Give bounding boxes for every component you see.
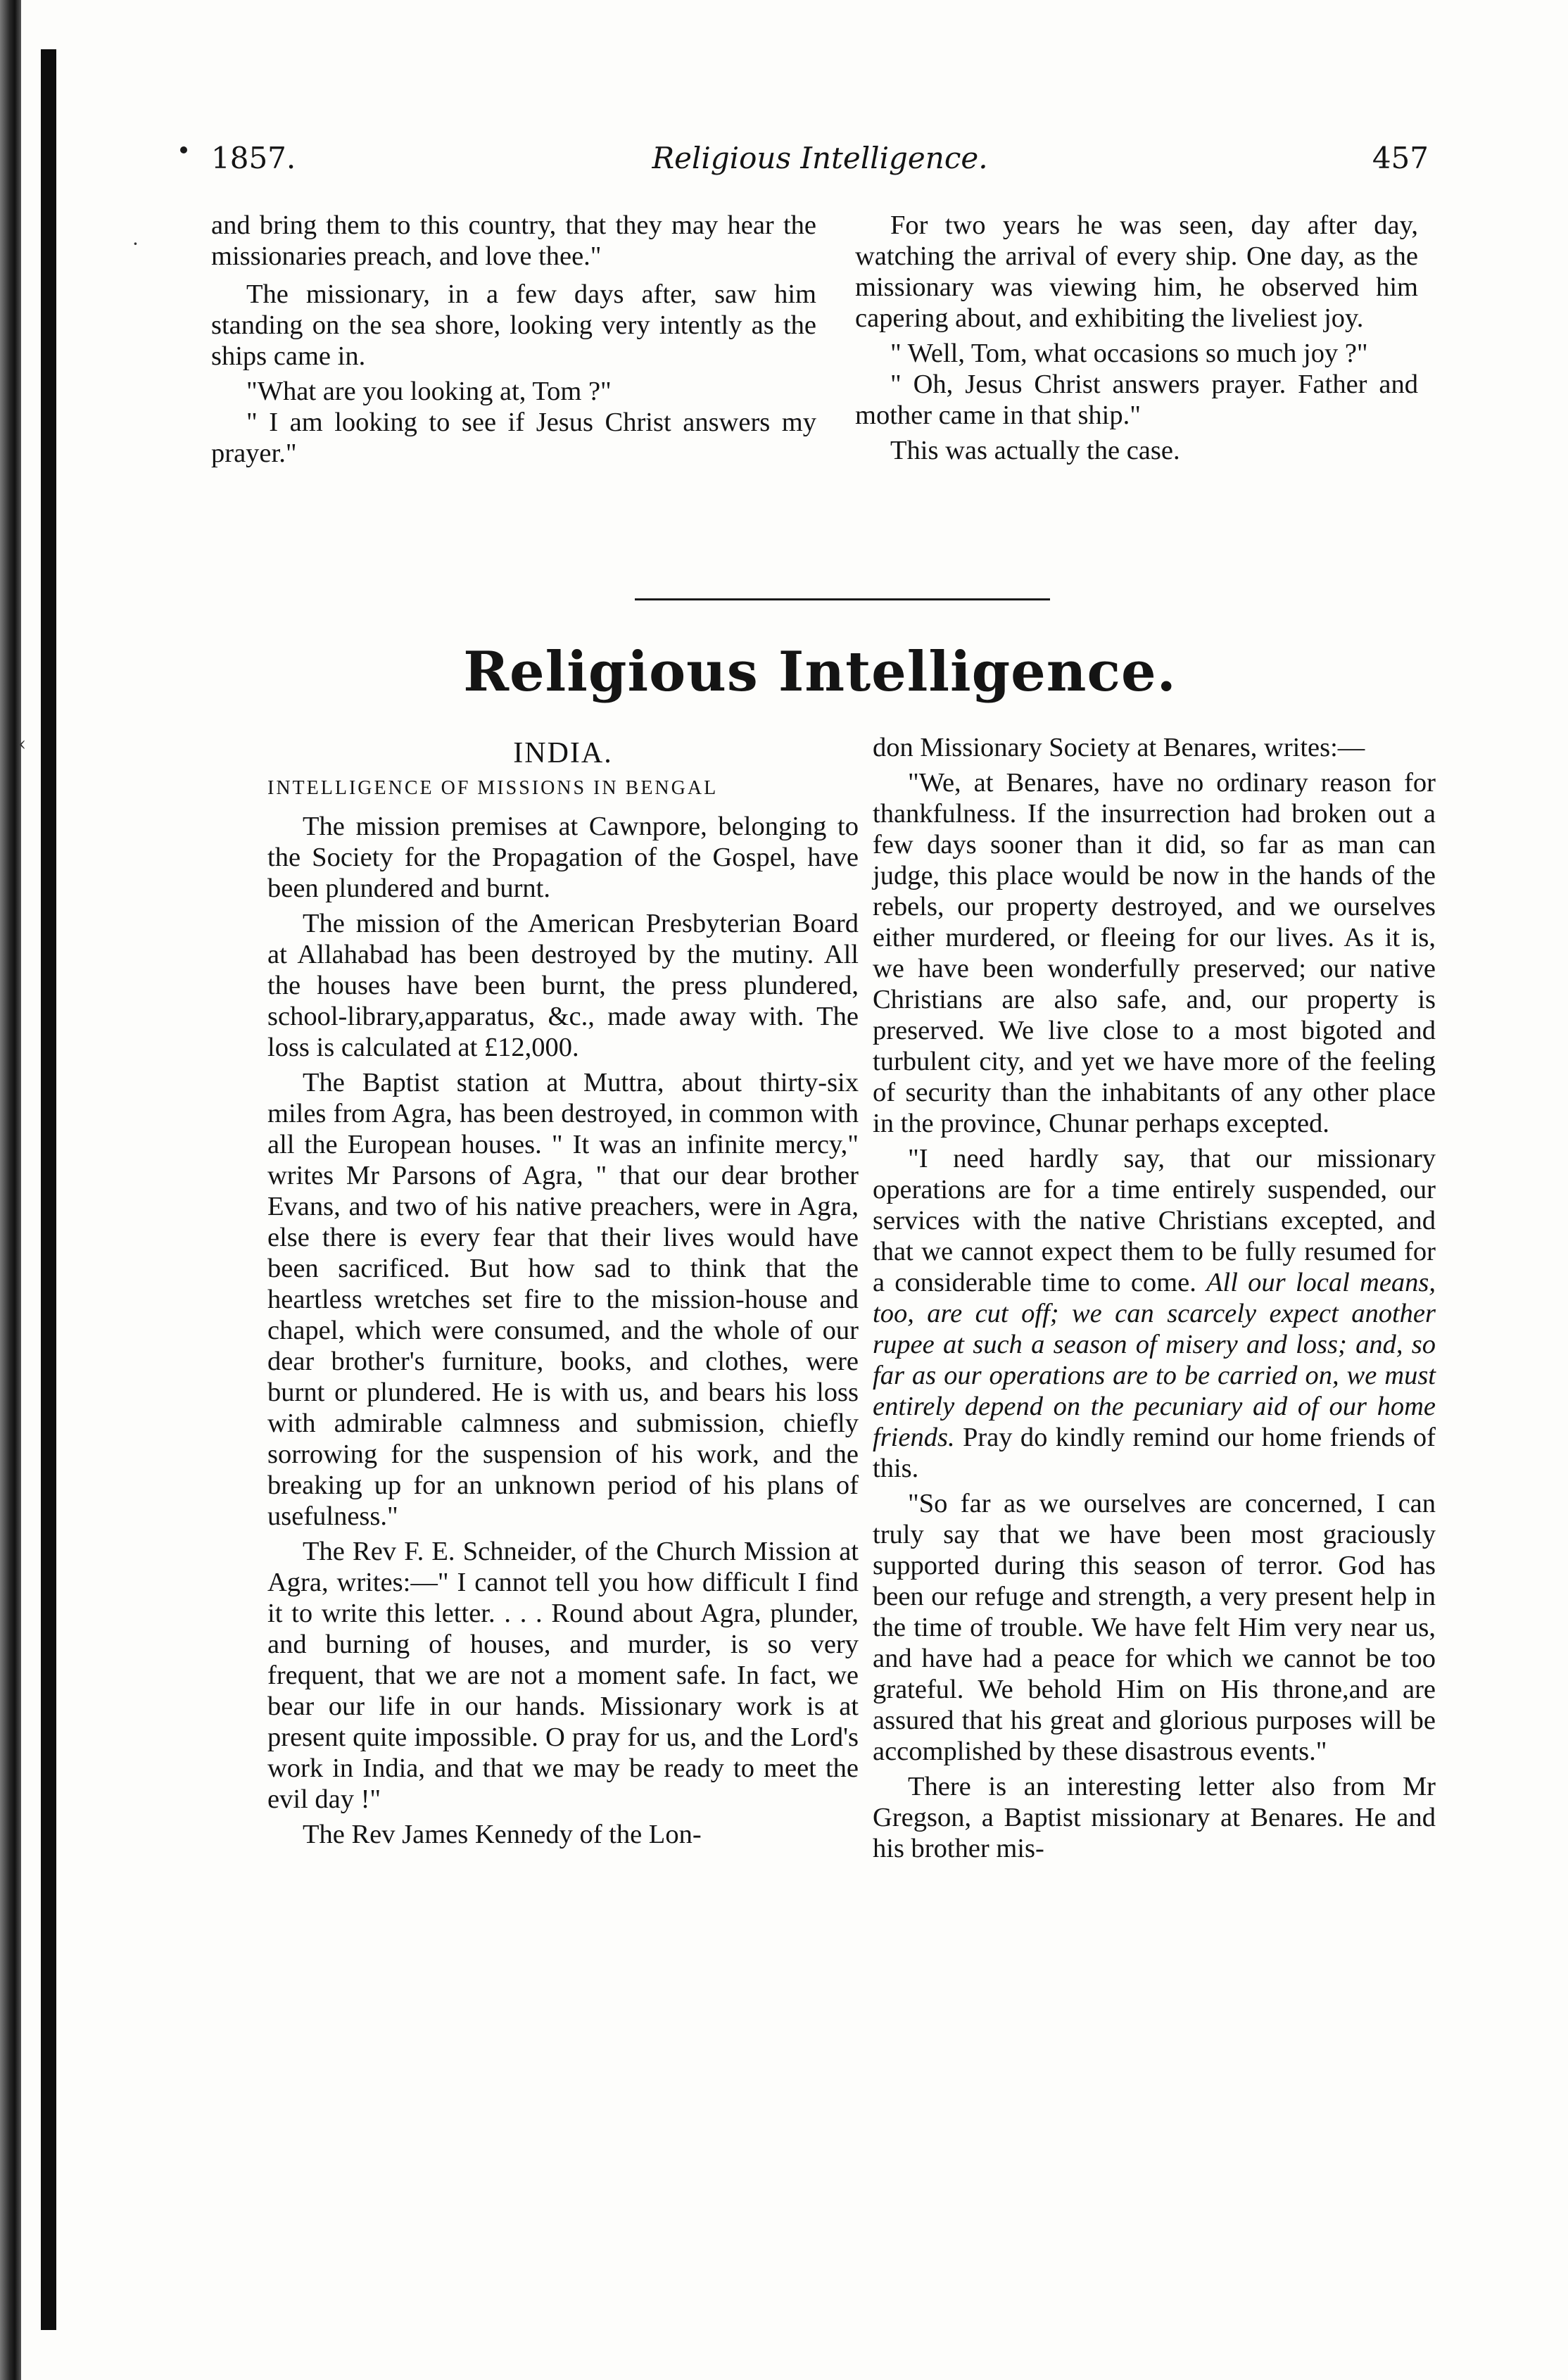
paragraph: don Missionary Society at Benares, writes:— — [873, 733, 1365, 762]
paragraph: " I am looking to see if Jesus Christ answers my prayer." — [211, 408, 816, 468]
paragraph: The mission premises at Cawnpore, belonging to the Society for the Propagation of the Gospel, have been plundered and burnt. — [267, 812, 859, 903]
paragraph: There is an interesting letter also from Mr Gregson, a Baptist missionary at Benares. He and his brother mis- — [873, 1772, 1436, 1863]
paragraph: The Rev James Kennedy of the Lon- — [303, 1820, 702, 1849]
top-left-column — [211, 210, 816, 473]
italic-passage: All our local means, too, are cut off; we can scarcely expect another rupee at such a season of misery and loss; and, so far as our operations are to be carried on, we must entirely depend on the pecuniary aid of our home friends. — [873, 1268, 1436, 1452]
paragraph — [873, 1143, 1436, 1484]
paragraph: The missionary, in a few days after, saw him standing on the sea shore, looking very intently as the ships came in. — [211, 279, 816, 371]
page-number: 457 — [1372, 141, 1429, 175]
page-header — [211, 134, 1429, 183]
margin-mark: ‹ — [18, 732, 27, 755]
paragraph: " Well, Tom, what occasions so much joy ?" — [890, 339, 1368, 368]
paragraph: " Oh, Jesus Christ answers prayer. Father and mother came in that ship." — [855, 370, 1418, 430]
paragraph: and bring them to this country, that they may hear the missionaries preach, and love thee." — [211, 210, 816, 271]
running-title: Religious Intelligence. — [652, 141, 988, 175]
paragraph: The mission of the American Presbyterian Board at Allahabad has been destroyed by the mutiny. All the houses have been burnt, the press plundered, school-library,apparatus, &c., made away with. The loss is calculated at £12,000. — [267, 909, 859, 1062]
paragraph: "What are you looking at, Tom ?" — [246, 377, 612, 406]
margin-dot — [180, 146, 187, 153]
paragraph: "So far as we ourselves are concerned, I can truly say that we have been most graciously supported during this season of terror. God has been our refuge and strength, a very present help in the time of trouble. We have felt Him very near us, and have had a peace for which we cannot be too grateful. We behold Him on His throne,and are assured that his great and glorious purposes will be accomplished by these disastrous events." — [873, 1489, 1436, 1766]
paragraph: This was actually the case. — [890, 436, 1180, 465]
section-divider — [635, 598, 1050, 600]
paragraph: The Rev F. E. Schneider, of the Church Mission at Agra, writes:—" I cannot tell you how difficult I find it to write this letter. . . . Round about Agra, plunder, and burning of houses, and murder, is so very frequent, that we are not a moment safe. In fact, we bear our life in our hands. Missionary work is at present quite impossible. O pray for us, and the Lord's work in India, and that we may be ready to meet the evil day !" — [267, 1537, 859, 1814]
country-heading: INDIA. — [513, 737, 613, 769]
paragraph: The Baptist station at Muttra, about thirty-six miles from Agra, has been destroyed, in common with all the European houses. " It was an infinite mercy," writes Mr Parsons of Agra, " that our dear brother Evans, and two of his native preachers, were in Agra, else there is every fear that their lives would have been sacrificed. But how sad to think that the heartless wretches set fire to the mission-house and chapel, which were consumed, and the whole of our dear brother's furniture, books, and clothes, were burnt or plundered. He is with us, and bears his loss with admirable calmness and submission, chiefly sorrowing for the suspension of his work, and the breaking up for an unknown period of his plans of usefulness." — [267, 1068, 859, 1531]
margin-mark: · — [132, 232, 139, 256]
right-column — [873, 732, 1436, 1868]
section-title: Religious Intelligence. — [463, 640, 1177, 704]
book-spine-edge — [0, 0, 21, 2380]
paragraph-text: Pray do kindly remind our home friends of this. — [873, 1423, 1436, 1483]
left-column — [267, 732, 859, 1854]
paragraph: "We, at Benares, have no ordinary reason for thankfulness. If the insurrection had broken out a few days sooner than it did, so far as man can judge, this place would be now in the hands of the rebels, our property destroyed, and we ourselves either murdered, or fleeing for our lives. As it is, we have been wonderfully preserved; our native Christians are also safe, and, our property is preserved. We live close to a most bigoted and turbulent city, and yet we have more of the feeling of security than the inhabitants of any other place in the province, Chunar perhaps excepted. — [873, 768, 1436, 1138]
paragraph: For two years he was seen, day after day, watching the arrival of every ship. One day, as the missionary was viewing him, he observed him capering about, and exhibiting the liveliest joy. — [855, 210, 1418, 333]
header-year: 1857. — [211, 141, 296, 175]
paragraph-text: "I need hardly say, that our missionary operations are for a time entirely suspended, our services with the native Christians excepted, and that we cannot expect them to be fully resumed for a considerable time to come. — [873, 1144, 1436, 1297]
top-right-column — [855, 210, 1418, 470]
subheading: INTELLIGENCE OF MISSIONS IN BENGAL — [267, 777, 719, 799]
gutter-shadow — [41, 49, 56, 2330]
